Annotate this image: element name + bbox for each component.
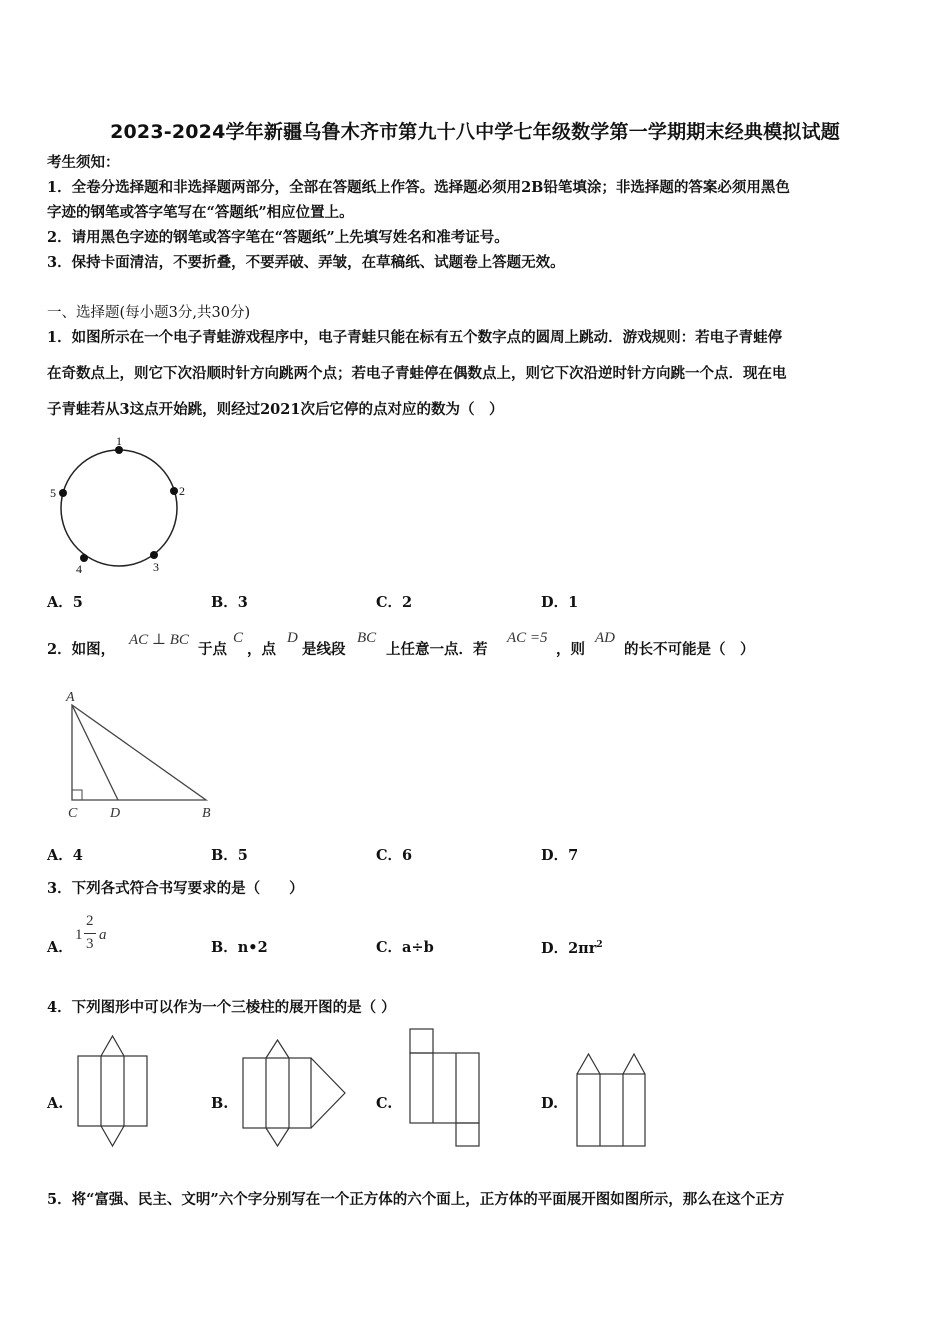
section-heading: 一、选择题(每小题3分,共30分) xyxy=(47,305,251,321)
q3-option-a-mixed-number xyxy=(75,913,115,958)
q2-option-c: C．6 xyxy=(376,847,413,864)
q4-net-c xyxy=(408,1027,483,1149)
q2-triangle-figure xyxy=(56,690,226,825)
q3-option-d xyxy=(541,941,603,956)
q2-option-a: A．4 xyxy=(47,847,83,864)
q2-math-1: AC ⊥ BC xyxy=(129,632,189,648)
q2-math-6: AD xyxy=(595,630,615,646)
q3-option-d-base: D．2πr xyxy=(541,939,597,957)
q1-point-label-4: 4 xyxy=(76,562,82,576)
q2-text-4: 是线段 xyxy=(302,641,346,658)
exam-title: 2023-2024学年新疆乌鲁木齐市第九十八中学七年级数学第一学期期末经典模拟试题 xyxy=(110,121,840,143)
q2-math-3: D xyxy=(287,630,298,646)
q3-option-a-numerator: 2 xyxy=(86,913,94,929)
q3-stem: 3．下列各式符合书写要求的是（ ） xyxy=(47,880,304,897)
q2-option-b: B．5 xyxy=(211,847,248,864)
notice-heading: 考生须知： xyxy=(47,154,120,171)
q2-text-5: 上任意一点．若 xyxy=(386,641,488,658)
notice-line-2: 2．请用黑色字迹的钢笔或答字笔在“答题纸”上先填写姓名和准考证号。 xyxy=(47,229,509,246)
q2-text-3: ，点 xyxy=(247,641,276,658)
q1-circle-figure xyxy=(44,435,194,580)
q2-label-b: B xyxy=(202,806,211,821)
q3-option-a-denominator: 3 xyxy=(86,936,94,952)
q2-text-6: ，则 xyxy=(556,641,585,658)
q2-math-2: C xyxy=(233,630,244,646)
q4-stem: 4．下列图形中可以作为一个三棱柱的展开图的是（ ） xyxy=(47,999,396,1016)
q1-point-label-1: 1 xyxy=(116,434,122,448)
q1-line-3: 子青蛙若从3这点开始跳，则经过2021次后它停的点对应的数为（ ） xyxy=(47,401,504,418)
q2-math-4: BC xyxy=(357,630,377,646)
q2-label-a: A xyxy=(66,690,75,705)
q2-label-c: C xyxy=(68,806,78,821)
q3-option-d-exponent: 2 xyxy=(596,940,603,950)
notice-line-3: 3．保持卡面清洁，不要折叠，不要弄破、弄皱，在草稿纸、试题卷上答题无效。 xyxy=(47,254,565,271)
q1-point-label-3: 3 xyxy=(153,560,159,574)
q2-option-d: D．7 xyxy=(541,847,579,864)
q4-label-a: A. xyxy=(47,1095,64,1112)
q5-line-1: 5．将“富强、民主、文明”六个字分别写在一个正方体的六个面上，正方体的平面展开图如图所示，那么在这个正方 xyxy=(47,1191,785,1208)
q4-net-a xyxy=(76,1034,151,1149)
q1-option-b: B．3 xyxy=(211,594,248,611)
q2-math-5: AC =5 xyxy=(507,630,548,646)
q1-point-label-2: 2 xyxy=(179,484,185,498)
q4-label-b: B. xyxy=(211,1095,229,1112)
notice-line-1a: 1．全卷分选择题和非选择题两部分，全部在答题纸上作答。选择题必须用2B铅笔填涂；非选择题的答案必须用黑色 xyxy=(47,179,790,196)
q4-net-b xyxy=(241,1038,351,1148)
notice-line-1b: 字迹的钢笔或答字笔写在“答题纸”相应位置上。 xyxy=(47,204,354,221)
q1-point-label-5: 5 xyxy=(50,486,56,500)
q3-option-a-variable: a xyxy=(99,927,107,943)
q1-line-1: 1．如图所示在一个电子青蛙游戏程序中，电子青蛙只能在标有五个数字点的圆周上跳动．游戏规则：若电子青蛙停 xyxy=(47,329,783,346)
q4-net-d xyxy=(575,1052,650,1150)
q3-option-b: B．n•2 xyxy=(211,939,268,956)
q1-line-2: 在奇数点上，则它下次沿顺时针方向跳两个点；若电子青蛙停在偶数点上，则它下次沿逆时针方向跳一个点．现在电 xyxy=(47,365,787,382)
q2-text-7: 的长不可能是（ ） xyxy=(624,641,755,658)
q2-text-2: 于点 xyxy=(198,641,227,658)
q3-option-a-label: A． xyxy=(47,939,73,956)
q4-label-c: C. xyxy=(376,1095,393,1112)
q2-label-d: D xyxy=(110,806,121,821)
q3-option-a-fraction-bar xyxy=(84,933,96,934)
q3-option-a-whole: 1 xyxy=(75,927,83,943)
q1-option-c: C．2 xyxy=(376,594,413,611)
q1-option-d: D．1 xyxy=(541,594,579,611)
q3-option-c: C．a÷b xyxy=(376,939,434,956)
q1-option-a: A．5 xyxy=(47,594,83,611)
q2-text-1: 2．如图， xyxy=(47,641,116,658)
q4-label-d: D. xyxy=(541,1095,559,1112)
